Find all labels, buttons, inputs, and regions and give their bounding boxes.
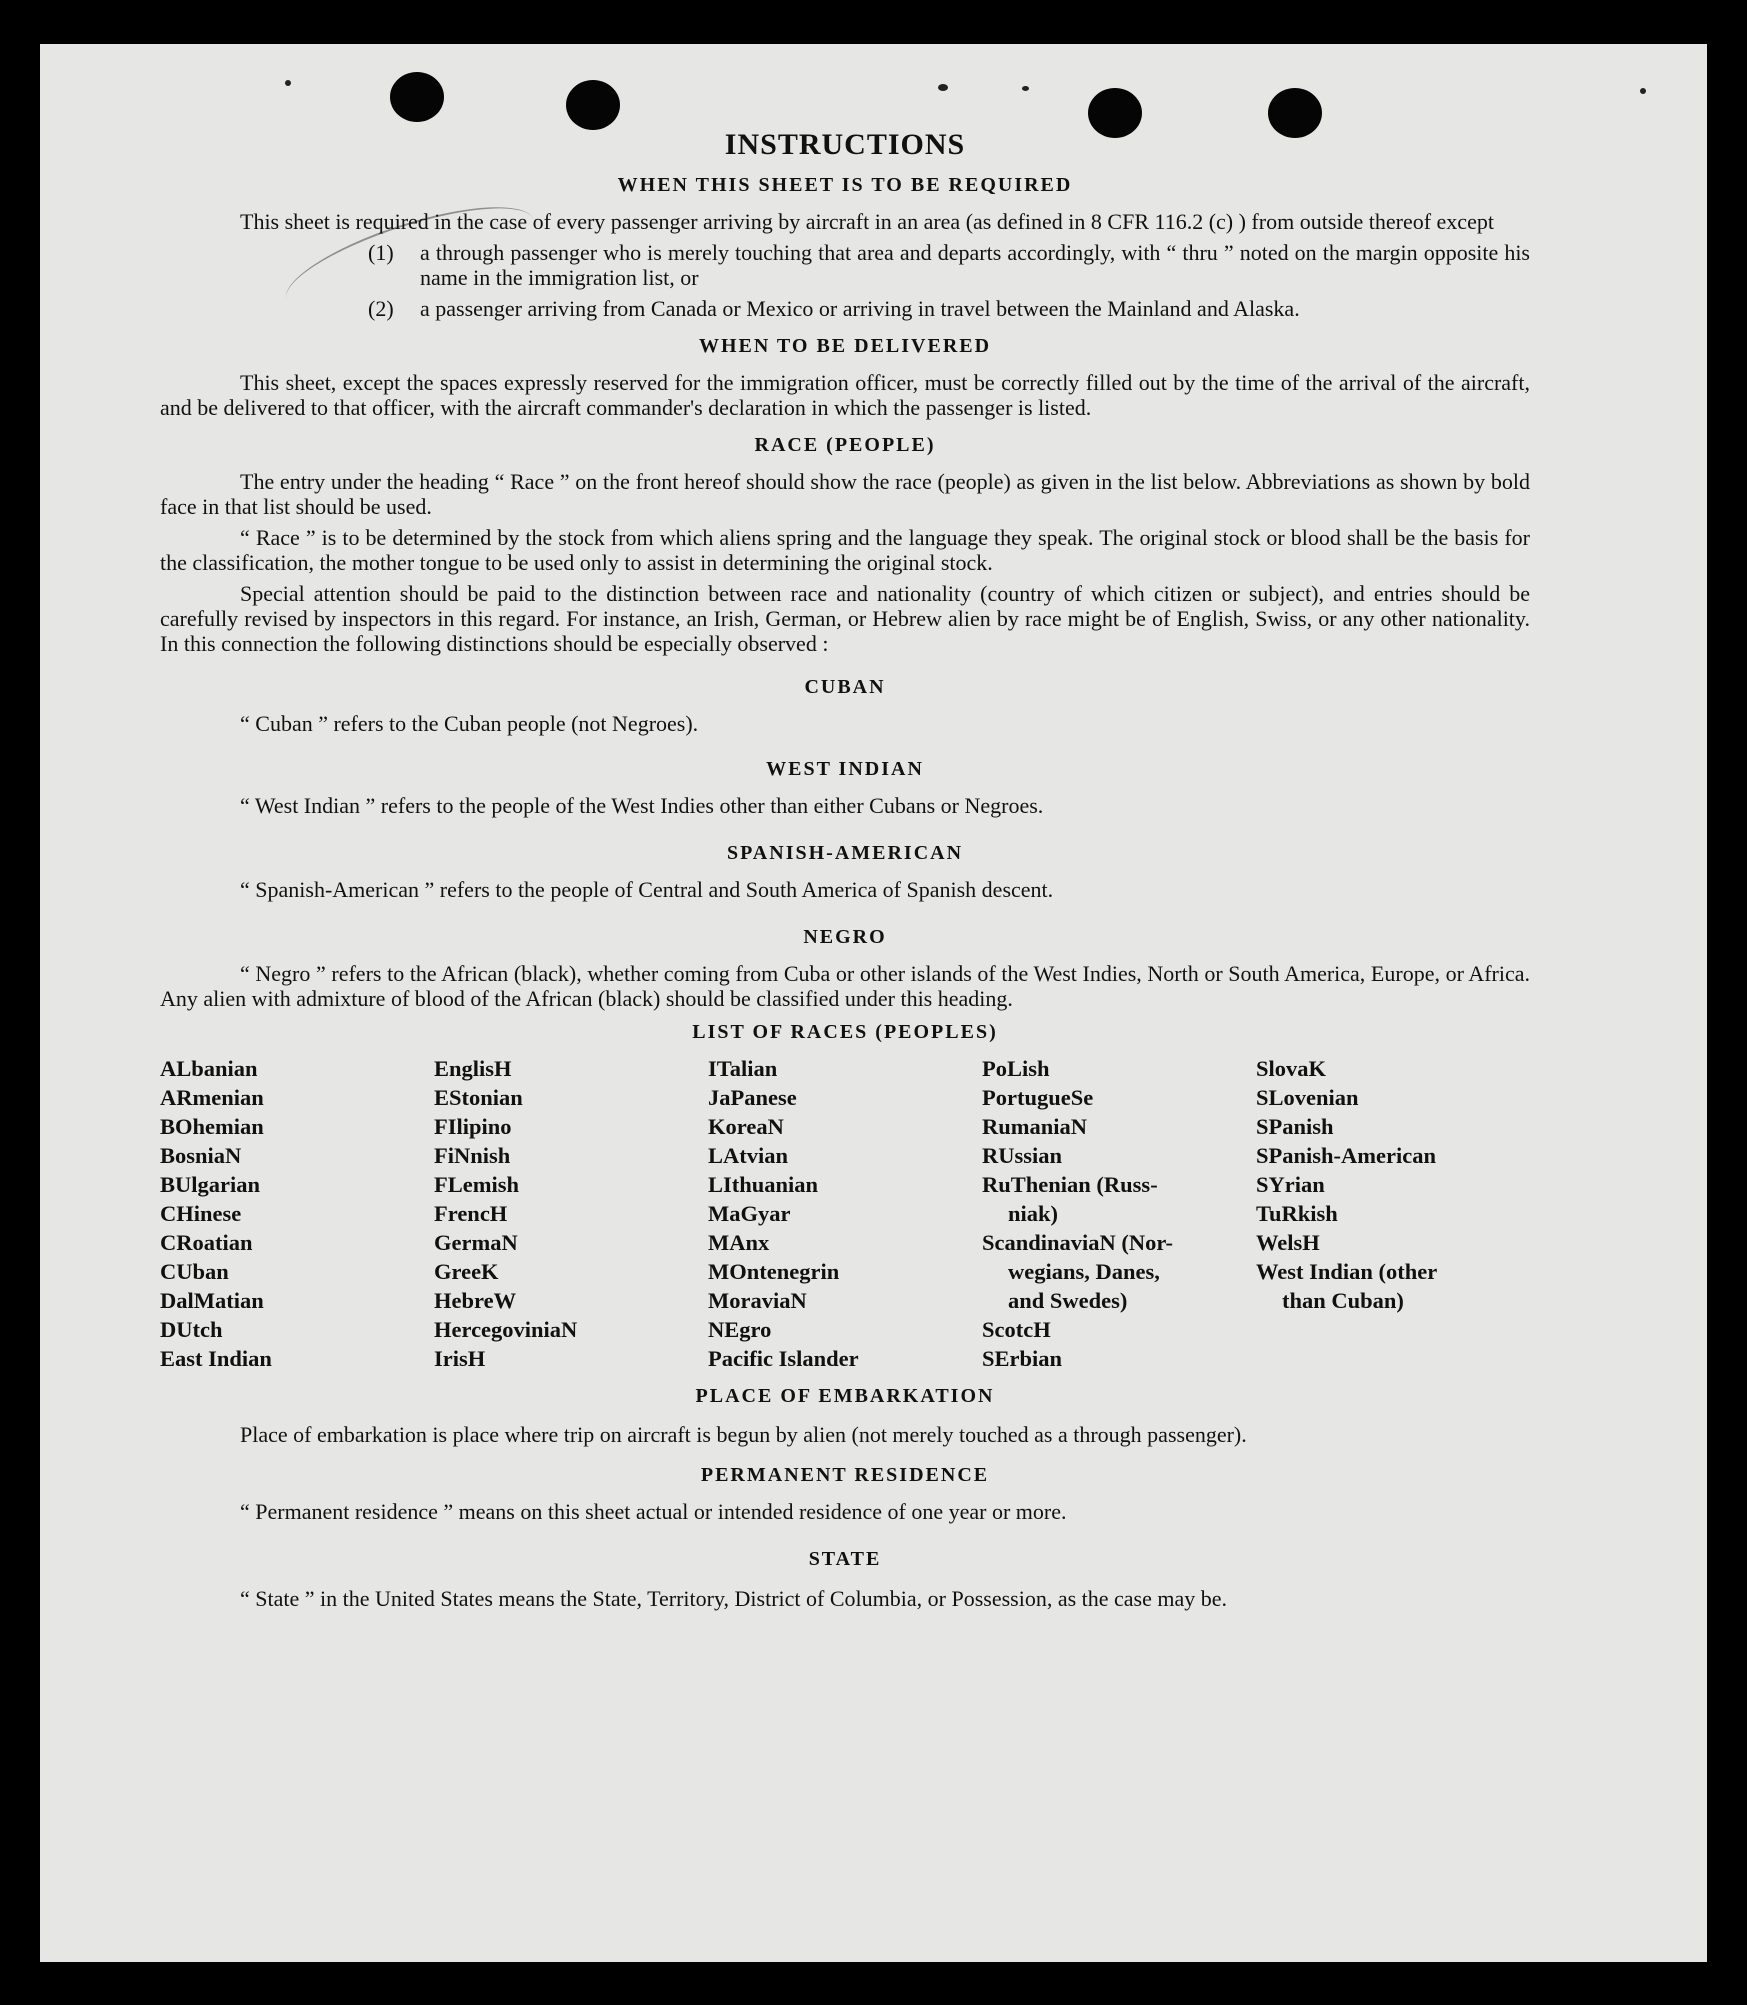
race-item: FIlipino <box>434 1114 512 1139</box>
race-item: HebreW <box>434 1288 517 1313</box>
races-column <box>982 1054 1256 1373</box>
page-title: INSTRUCTIONS <box>724 128 966 161</box>
section-heading: SPANISH-AMERICAN <box>726 842 964 864</box>
race-item: CUban <box>160 1259 229 1284</box>
paragraph: “ Cuban ” refers to the Cuban people (not Negroes). <box>240 711 699 736</box>
race-item: wegians, Danes, <box>1008 1259 1160 1284</box>
race-item: CRoatian <box>160 1230 253 1255</box>
item-text: a through passenger who is merely touching that area and departs accordingly, with “ thru ” noted on the margin opposite his name in the immigration list, or <box>420 240 1530 290</box>
race-item: SlovaK <box>1256 1056 1327 1081</box>
race-item: ScotcH <box>982 1317 1051 1342</box>
section-heading: NEGRO <box>803 926 887 948</box>
item-number: (1) <box>368 240 394 265</box>
section-heading: WHEN TO BE DELIVERED <box>698 335 992 357</box>
list-item <box>368 240 1530 290</box>
race-item: ALbanian <box>160 1056 258 1081</box>
race-item: NEgro <box>708 1317 772 1342</box>
race-item: MAnx <box>708 1230 770 1255</box>
race-item: IrisH <box>434 1346 486 1371</box>
section-heading: RACE (PEOPLE) <box>754 434 936 456</box>
race-item: West Indian (other <box>1256 1259 1438 1284</box>
race-item: ITalian <box>708 1056 778 1081</box>
paragraph: “ Spanish-American ” refers to the people of Central and South America of Spanish descent. <box>240 877 1054 902</box>
speck <box>938 84 948 91</box>
race-item: LIthuanian <box>708 1172 819 1197</box>
race-item: JaPanese <box>708 1085 797 1110</box>
race-item: BUlgarian <box>160 1172 261 1197</box>
race-item: GermaN <box>434 1230 518 1255</box>
paragraph: “ State ” in the United States means the State, Territory, District of Columbia, or Possession, as the case may be. <box>240 1586 1228 1611</box>
race-item: SPanish <box>1256 1114 1334 1139</box>
race-item: RUssian <box>982 1143 1063 1168</box>
paragraph: Place of embarkation is place where trip on aircraft is begun by alien (not merely touched as a through passenger). <box>240 1422 1247 1447</box>
race-item: HercegoviniaN <box>434 1317 578 1342</box>
race-item: FLemish <box>434 1172 520 1197</box>
races-column <box>160 1054 434 1373</box>
race-item: PortugueSe <box>982 1085 1094 1110</box>
paragraph: This sheet, except the spaces expressly reserved for the immigration officer, must be correctly filled out by the time of the arrival of the aircraft, and be delivered to that officer, with the aircraft commander's declaration in which the passenger is listed. <box>160 370 1530 420</box>
race-item: ARmenian <box>160 1085 264 1110</box>
race-item: SPanish-American <box>1256 1143 1436 1168</box>
race-item: BOhemian <box>160 1114 264 1139</box>
race-item: CHinese <box>160 1201 242 1226</box>
race-item: MaGyar <box>708 1201 791 1226</box>
race-item: LAtvian <box>708 1143 789 1168</box>
race-item: BosniaN <box>160 1143 242 1168</box>
races-column <box>708 1054 982 1373</box>
section-heading: LIST OF RACES (PEOPLES) <box>692 1021 998 1043</box>
race-item: and Swedes) <box>1008 1288 1128 1313</box>
race-item: RuThenian (Russ- <box>982 1172 1158 1197</box>
speck <box>1022 86 1029 91</box>
races-list <box>160 1054 1530 1373</box>
section-heading: PLACE OF EMBARKATION <box>695 1385 995 1407</box>
section-heading: STATE <box>808 1548 882 1570</box>
race-item: SYrian <box>1256 1172 1325 1197</box>
race-item: TuRkish <box>1256 1201 1338 1226</box>
punch-hole <box>390 72 444 122</box>
punch-hole <box>566 80 620 130</box>
race-item: SLovenian <box>1256 1085 1359 1110</box>
race-item: Pacific Islander <box>708 1346 859 1371</box>
document-content <box>160 128 1530 1614</box>
section-heading: CUBAN <box>804 676 886 698</box>
races-column <box>1256 1054 1530 1373</box>
paragraph: The entry under the heading “ Race ” on the front hereof should show the race (people) as given in the list below. Abbreviations as shown by bold face in that list should be used. <box>160 469 1530 519</box>
race-item: RumaniaN <box>982 1114 1088 1139</box>
race-item: MoraviaN <box>708 1288 807 1313</box>
paragraph: This sheet is required in the case of every passenger arriving by aircraft in an area (as defined in 8 CFR 116.2 (c) ) from outside thereof except <box>240 209 1494 234</box>
paragraph: “ Race ” is to be determined by the stock from which aliens spring and the language they speak. The original stock or blood shall be the basis for the classification, the mother tongue to be used only to assist in determining the original stock. <box>160 525 1530 575</box>
race-item: GreeK <box>434 1259 499 1284</box>
paragraph: “ Permanent residence ” means on this sheet actual or intended residence of one year or more. <box>240 1499 1067 1524</box>
race-item: WelsH <box>1256 1230 1320 1255</box>
paragraph: “ Negro ” refers to the African (black), whether coming from Cuba or other islands of the West Indies, North or South America, Europe, or Africa. Any alien with admixture of blood of the African (black) should be classified under this heading. <box>160 961 1530 1011</box>
race-item: DUtch <box>160 1317 223 1342</box>
section-heading: WEST INDIAN <box>766 758 924 780</box>
section-heading: WHEN THIS SHEET IS TO BE REQUIRED <box>617 174 1073 196</box>
section-heading: PERMANENT RESIDENCE <box>700 1464 990 1486</box>
race-item: DalMatian <box>160 1288 264 1313</box>
race-item: FrencH <box>434 1201 508 1226</box>
race-item: FiNnish <box>434 1143 511 1168</box>
item-number: (2) <box>368 296 394 321</box>
race-item: EStonian <box>434 1085 523 1110</box>
race-item: SErbian <box>982 1346 1063 1371</box>
race-item: PoLish <box>982 1056 1050 1081</box>
race-item: East Indian <box>160 1346 272 1371</box>
item-text: a passenger arriving from Canada or Mexico or arriving in travel between the Mainland and Alaska. <box>420 296 1300 321</box>
paragraph: Special attention should be paid to the distinction between race and nationality (country of which citizen or subject), and entries should be carefully revised by inspectors in this regard. For instance, an Irish, German, or Hebrew alien by race might be of English, Swiss, or any other nationality. In this connection the following distinctions should be especially observed : <box>160 581 1530 656</box>
paragraph: “ West Indian ” refers to the people of the West Indies other than either Cubans or Negroes. <box>240 793 1044 818</box>
race-item: niak) <box>1008 1201 1059 1226</box>
speck <box>1640 88 1646 94</box>
race-item: KoreaN <box>708 1114 784 1139</box>
races-column <box>434 1054 708 1373</box>
race-item: MOntenegrin <box>708 1259 840 1284</box>
race-item: EnglisH <box>434 1056 512 1081</box>
speck <box>285 80 291 86</box>
race-item: ScandinaviaN (Nor- <box>982 1230 1174 1255</box>
race-item: than Cuban) <box>1282 1288 1404 1313</box>
list-item <box>368 296 1530 321</box>
